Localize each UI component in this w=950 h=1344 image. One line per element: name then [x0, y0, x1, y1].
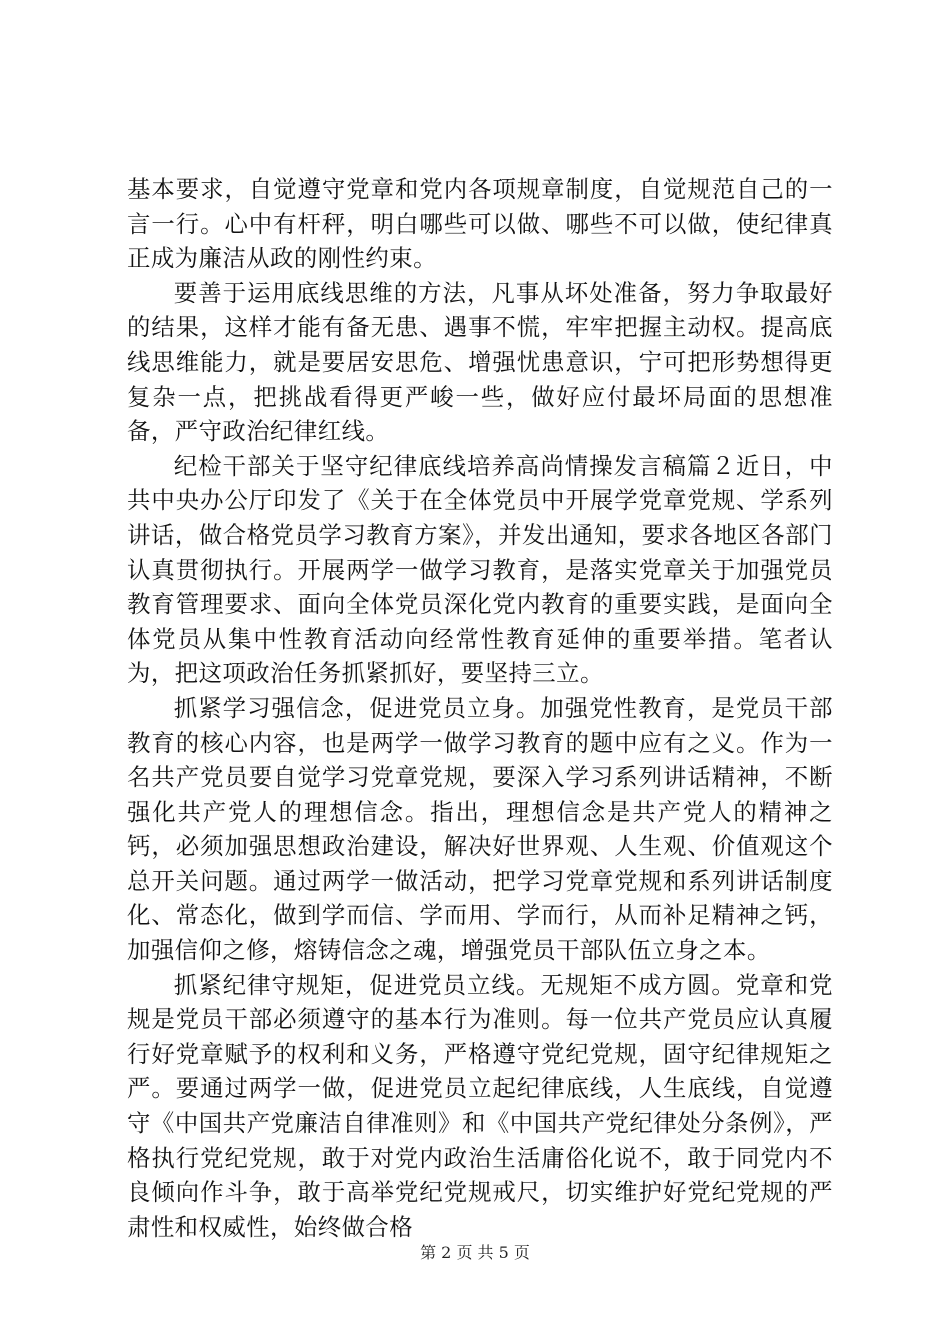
paragraph-2: 要善于运用底线思维的方法，凡事从坏处准备，努力争取最好的结果，这样才能有备无患、遇事不慌，牢牢把握主动权。提高底线思维能力，就是要居安思危、增强忧患意识，宁可把形势想得更复杂一点，把挑战看得更严峻一些，做好应付最坏局面的思想准备，严守政治纪律红线。 — [127, 278, 833, 446]
page-footer — [0, 1243, 950, 1263]
paragraph-3: 纪检干部关于坚守纪律底线培养高尚情操发言稿篇２近日，中共中央办公厅印发了《关于在全体党员中开展学党章党规、学系列讲话，做合格党员学习教育方案》，并发出通知，要求各地区各部门认真贯彻执行。开展两学一做学习教育，是落实党章关于加强党员教育管理要求、面向全体党员深化党内教育的重要实践，是面向全体党员从集中性教育活动向经常性教育延伸的重要举措。笔者认为，把这项政治任务抓紧抓好，要坚持三立。 — [127, 451, 833, 688]
paragraph-4: 抓紧学习强信念，促进党员立身。加强党性教育，是党员干部教育的核心内容，也是两学一做学习教育的题中应有之义。作为一名共产党员要自觉学习党章党规，要深入学习系列讲话精神，不断强化共产党人的理想信念。指出，理想信念是共产党人的精神之钙，必须加强思想政治建设，解决好世界观、人生观、价值观这个总开关问题。通过两学一做活动，把学习党章党规和系列讲话制度化、常态化，做到学而信、学而用、学而行，从而补足精神之钙，加强信仰之修，熔铸信念之魂，增强党员干部队伍立身之本。 — [127, 693, 833, 965]
document-body — [127, 172, 833, 1244]
paragraph-1: 基本要求，自觉遵守党章和党内各项规章制度，自觉规范自己的一言一行。心中有杆秤，明白哪些可以做、哪些不可以做，使纪律真正成为廉洁从政的刚性约束。 — [127, 175, 833, 273]
page-number-label: 第 2 页 共 5 页 — [420, 1243, 530, 1262]
paragraph-5: 抓紧纪律守规矩，促进党员立线。无规矩不成方圆。党章和党规是党员干部必须遵守的基本行为准则。每一位共产党员应认真履行好党章赋予的权利和义务，严格遵守党纪党规，固守纪律规矩之严。要通过两学一做，促进党员立起纪律底线，人生底线，自觉遵守《中国共产党廉洁自律准则》和《中国共产党纪律处分条例》，严格执行党纪党规，敢于对党内政治生活庸俗化说不，敢于同党内不良倾向作斗争，敢于高举党纪党规戒尺，切实维护好党纪党规的严肃性和权威性，始终做合格 — [127, 970, 833, 1241]
